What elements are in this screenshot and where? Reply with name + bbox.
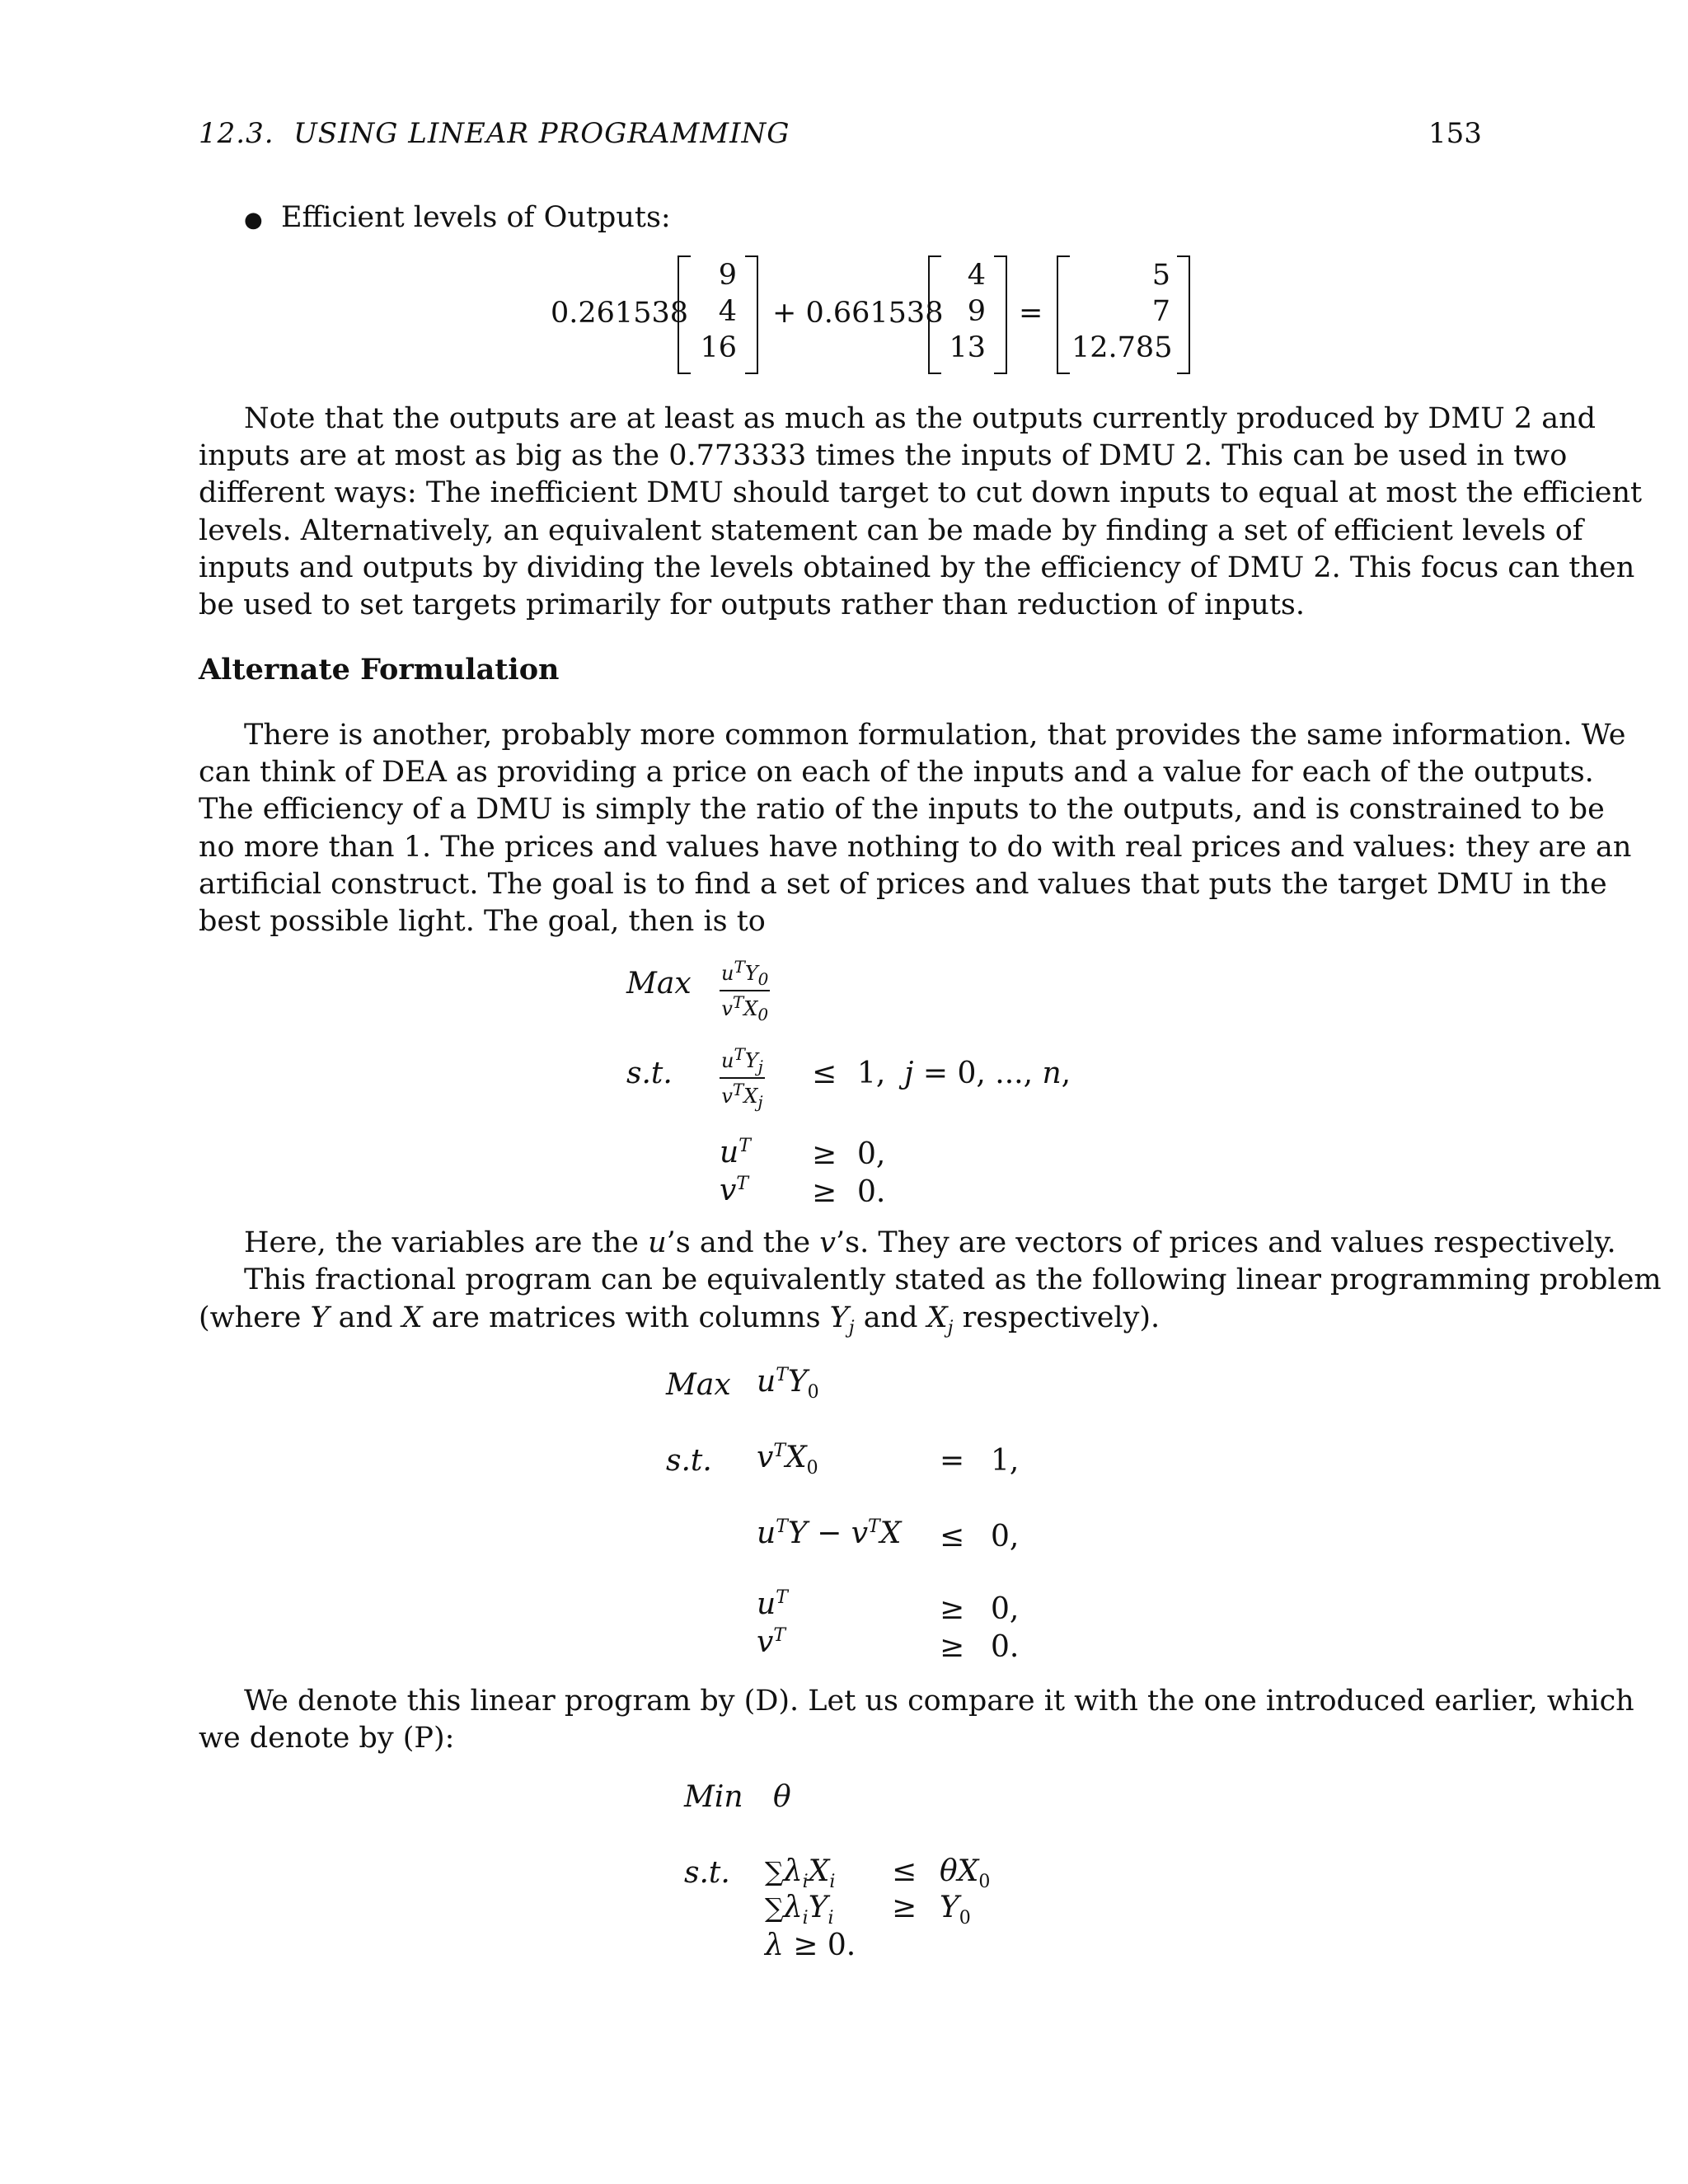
nonneg-rhs: 0, xyxy=(857,1137,886,1171)
constraint-rhs: 0, xyxy=(991,1520,1020,1554)
st-label: s.t. xyxy=(626,1057,673,1090)
vector-2-entry: 13 xyxy=(949,331,986,364)
right-bracket-2 xyxy=(994,255,1007,374)
u-transpose: $u^T$ xyxy=(757,1587,788,1621)
vector-2 xyxy=(943,257,986,366)
text-line: inputs and outputs by dividing the levels obtained by the efficiency of DMU 2. This focus can then xyxy=(199,551,1635,584)
vector-3-entry: 7 xyxy=(1151,295,1170,328)
constraint-rhs: 1, j = 0, ..., n, xyxy=(857,1057,1071,1090)
vector-3 xyxy=(1071,257,1173,366)
geq-symbol: ≥ xyxy=(940,1630,965,1664)
vector-3-entry: 5 xyxy=(1151,259,1170,292)
u-transpose: $u^T$ xyxy=(720,1136,751,1169)
text-line: different ways: The inefficient DMU should target to cut down inputs to equal at most the efficient xyxy=(199,476,1643,510)
plus-sign: + 0.661538 xyxy=(772,297,944,330)
theta-objective: θ xyxy=(773,1780,791,1814)
nonneg-rhs: 0, xyxy=(991,1592,1020,1626)
coefficient-1: 0.261538 xyxy=(551,297,689,330)
left-bracket-3 xyxy=(1057,255,1070,374)
normalization-rhs: 1, xyxy=(991,1444,1020,1478)
max-label: Max xyxy=(626,967,692,1001)
constraint-lhs: $u^TY - v^TX$ xyxy=(757,1516,902,1550)
input-constraint-rhs: $\theta X_0$ xyxy=(940,1854,991,1893)
geq-symbol: ≥ xyxy=(812,1137,837,1171)
running-header xyxy=(199,117,790,150)
v-transpose: $v^T$ xyxy=(757,1625,786,1659)
page-number: 153 xyxy=(1428,117,1482,150)
left-bracket-2 xyxy=(928,255,941,374)
text-line: Note that the outputs are at least as much as the outputs currently produced by DMU 2 and xyxy=(244,402,1597,435)
min-label: Min xyxy=(684,1780,743,1814)
geq-symbol: ≥ xyxy=(812,1175,837,1209)
leq-symbol: ≤ xyxy=(940,1520,965,1554)
leq-symbol: ≤ xyxy=(892,1854,917,1888)
paragraph-lp-line3: (where Y and X are matrices with columns $Y_j$ and $X_j$ respectively). xyxy=(199,1301,1160,1338)
vector-1-entry: 9 xyxy=(718,259,737,292)
input-constraint-lhs: $\sum\lambda_iX_i$ xyxy=(765,1854,836,1893)
vector-1-entry: 4 xyxy=(718,295,737,328)
geq-symbol: ≥ xyxy=(892,1891,917,1924)
text-line: levels. Alternatively, an equivalent statement can be made by finding a set of efficient levels of xyxy=(199,513,1583,547)
coefficient-2: 0.661538 xyxy=(805,297,944,330)
paragraph-alternate-formulation xyxy=(199,717,1632,940)
nonneg-rhs: 0. xyxy=(991,1630,1020,1664)
paragraph-variables-line1: Here, the variables are the u’s and the v’s. They are vectors of prices and values respectively. xyxy=(244,1226,1616,1259)
text-line: be used to set targets primarily for outputs rather than reduction of inputs. xyxy=(199,588,1305,622)
nonneg-rhs: 0. xyxy=(857,1175,886,1209)
section-number: 12.3. xyxy=(199,117,274,150)
bullet-label: Efficient levels of Outputs: xyxy=(280,201,671,234)
text-line: inputs are at most as big as the 0.773333 times the inputs of DMU 2. This can be used in two xyxy=(199,439,1568,473)
text-line: The efficiency of a DMU is simply the ratio of the inputs to the outputs, and is constrained to be xyxy=(199,793,1605,827)
lambda-nonneg: λ ≥ 0. xyxy=(765,1929,856,1962)
section-heading: Alternate Formulation xyxy=(199,653,560,687)
output-constraint-lhs: $\sum\lambda_iY_i$ xyxy=(765,1891,834,1929)
paragraph-lp-line2: This fractional program can be equivalently stated as the following linear programming problem xyxy=(244,1263,1662,1296)
text-line: artificial construct. The goal is to find a set of prices and values that puts the target DMU in the xyxy=(199,867,1607,901)
vector-2-entry: 4 xyxy=(967,259,986,292)
geq-symbol: ≥ xyxy=(940,1592,965,1626)
v-transpose: $v^T$ xyxy=(720,1174,749,1207)
objective: $u^TY_0$ xyxy=(757,1365,819,1404)
st-label: s.t. xyxy=(666,1444,712,1478)
vector-2-entry: 9 xyxy=(967,295,986,328)
constraint-fraction: $\frac{u^TY_j}{v^TX_j}$ xyxy=(721,1044,763,1112)
vector-1 xyxy=(692,257,737,366)
objective-fraction: $\frac{u^TY_0}{v^TX_0}$ xyxy=(721,957,769,1024)
leq-symbol: ≤ xyxy=(812,1057,837,1090)
section-title: USING LINEAR PROGRAMMING xyxy=(293,117,790,150)
normalization-lhs: $v^TX_0$ xyxy=(757,1441,818,1479)
right-bracket-3 xyxy=(1177,255,1190,374)
vector-1-entry: 16 xyxy=(700,331,737,364)
max-label: Max xyxy=(666,1368,731,1402)
right-bracket-1 xyxy=(745,255,758,374)
equals-sign: = xyxy=(1019,297,1043,330)
text-line: best possible light. The goal, then is to xyxy=(199,905,766,939)
vector-3-entry: 12.785 xyxy=(1071,331,1173,364)
paragraph-compare-line1: We denote this linear program by (D). Let us compare it with the one introduced earlier, which xyxy=(244,1685,1634,1718)
bullet-item xyxy=(244,199,671,239)
st-label: s.t. xyxy=(684,1856,730,1890)
output-constraint-rhs: $Y_0$ xyxy=(940,1891,971,1929)
bullet-icon: ● xyxy=(244,208,263,232)
text-line: can think of DEA as providing a price on each of the inputs and a value for each of the outputs. xyxy=(199,756,1594,790)
text-line: no more than 1. The prices and values have nothing to do with real prices and values: they are an xyxy=(199,830,1632,864)
equals-symbol: = xyxy=(940,1444,965,1478)
text-line: There is another, probably more common formulation, that provides the same information. We xyxy=(244,719,1626,752)
left-bracket-1 xyxy=(678,255,691,374)
paragraph-efficiency-note xyxy=(199,401,1643,624)
paragraph-compare-line2: we denote by (P): xyxy=(199,1722,455,1755)
